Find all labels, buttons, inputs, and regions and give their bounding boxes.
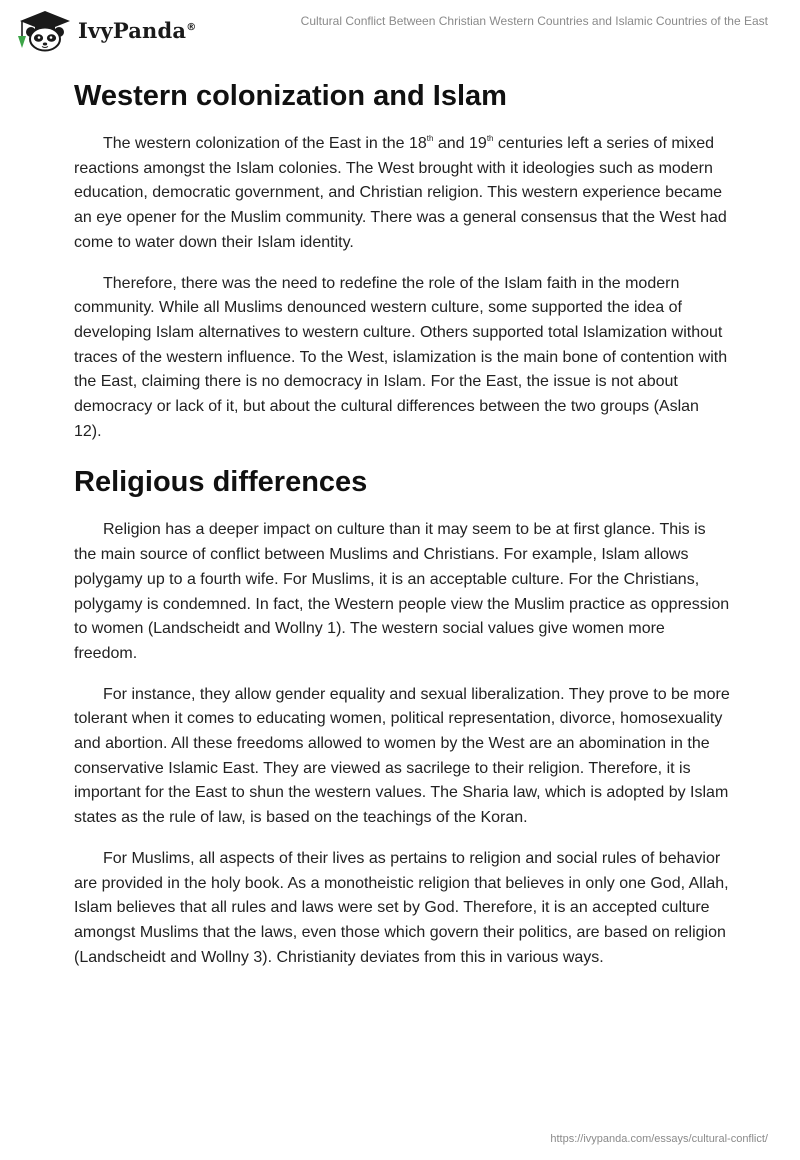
paragraph: Therefore, there was the need to redefine the role of the Islam faith in the modern community. While all Muslims denounced western culture, some supported the idea of developing Islam alternatives to western culture. Others supported total Islamization without traces of the western influence. To the West, islamization is the main bone of contention with the East, claiming there is no democracy in Islam. For the East, the issue is not about democracy or lack of it, but about the cultural differences between the two groups (Aslan 12).	[74, 274, 728, 440]
paragraph: For instance, they allow gender equality and sexual liberalization. They prove to be more tolerant when it comes to educating women, political representation, divorce, homosexuality and abortion. All these freedoms allowed to women by the West are an abomination in the conservative Islamic East. They are viewed as sacrilege to their religion. Therefore, it is important for the East to shun the western values. The Sharia law, which is adopted by Islam states as the rule of law, is based on the teachings of the Koran.	[74, 685, 730, 827]
source-url[interactable]: https://ivypanda.com/essays/cultural-conflict/	[550, 1133, 768, 1145]
brand-name: IvyPanda®	[78, 17, 197, 43]
paragraph: For Muslims, all aspects of their lives as pertains to religion and social rules of behavior are provided in the holy book. As a monotheistic religion that believes in only one God, Allah, Islam believes that all rules and laws were set by God. Therefore, it is an accepted culture amongst Muslims that the laws, even those which govern their politics, are based on religion (Landscheidt and Wollny 3). Christianity deviates from this in various ways.	[74, 849, 729, 966]
brand-logo[interactable]	[14, 8, 196, 52]
superscript: th	[426, 134, 434, 143]
section-heading-western-colonization: Western colonization and Islam	[74, 80, 507, 112]
page-header	[0, 0, 800, 60]
section-heading-religious-differences: Religious differences	[74, 466, 368, 499]
paragraph: Religion has a deeper impact on culture than it may seem to be at first glance. This is the main source of conflict between Muslims and Christians. For example, Islam allows polygamy up to a fourth wife. For Muslims, it is an acceptable culture. For the Christians, polygamy is condemned. In fact, the Western people view the Muslim practice as oppression to women (Landscheidt and Wollny 1). The western social values give women more freedom.	[74, 521, 730, 662]
registered-mark: ®	[186, 21, 197, 33]
article-body	[74, 70, 730, 986]
paragraph: The western colonization of the East in the 18th and 19th centuries left a series of mixed reactions amongst the Islam colonies. The West brought with it ideologies such as modern education, democratic government, and Christian religion. This western experience became an eye opener for the Muslim community. There was a general consensus that the West had come to water down their Islam identity.	[74, 134, 727, 251]
document-title: Cultural Conflict Between Christian Western Countries and Islamic Countries of the East	[300, 14, 768, 28]
panda-graduate-icon	[14, 8, 76, 52]
superscript: th	[486, 134, 494, 143]
